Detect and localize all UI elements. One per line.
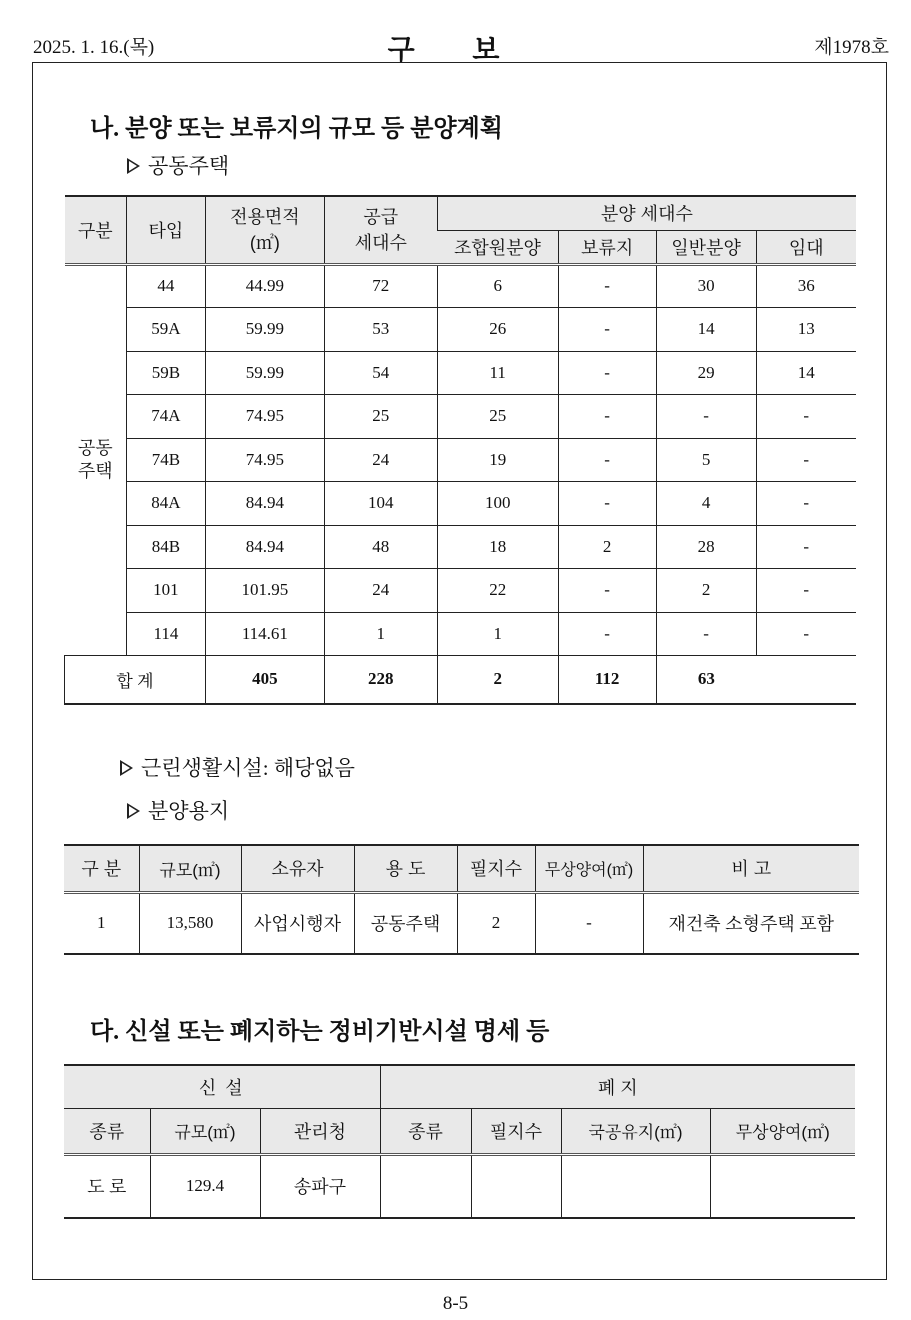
total-general: 112	[558, 656, 656, 704]
cell-general: 5	[656, 438, 756, 482]
col-header-supply-l2: 세대수	[354, 232, 407, 253]
cell-area: 84.94	[205, 482, 324, 526]
cell-reserve: -	[558, 438, 656, 482]
cell-supply: 25	[324, 395, 437, 439]
cell-supply: 53	[324, 308, 437, 352]
table-row	[65, 264, 857, 308]
triangle-bullet-icon	[127, 158, 140, 174]
cell-supply: 24	[324, 569, 437, 613]
section-na-title: 나. 분양 또는 보류지의 규모 등 분양계획	[90, 116, 503, 142]
table-row	[65, 395, 857, 439]
sub-heading-housing-label: 공동주택	[148, 154, 230, 178]
cell-rent: -	[756, 525, 856, 569]
group-label-l2: 주택	[77, 461, 113, 482]
cell-reserve: -	[558, 308, 656, 352]
land-col-owner: 소유자	[241, 845, 354, 892]
infra-col-scale: 규모(㎡)	[150, 1108, 260, 1154]
cell-supply: 54	[324, 351, 437, 395]
land-col-use: 용 도	[354, 845, 457, 892]
cell-supply: 48	[324, 525, 437, 569]
cell-rent: -	[756, 438, 856, 482]
cell-member: 25	[437, 395, 558, 439]
cell-member: 11	[437, 351, 558, 395]
cell-general: 29	[656, 351, 756, 395]
triangle-bullet-icon	[120, 760, 133, 776]
cell-rent: 36	[756, 264, 856, 308]
infra-header-new-label: 신 설	[198, 1077, 245, 1098]
cell-member: 19	[437, 438, 558, 482]
cell-type: 114	[126, 612, 205, 656]
land-col-scale: 규모(㎡)	[139, 845, 241, 892]
total-reserve: 2	[437, 656, 558, 704]
infra-cell-kind: 도 로	[87, 1177, 127, 1198]
housing-table	[64, 195, 856, 705]
sub-heading-facility-label: 근린생활시설: 해당없음	[141, 756, 355, 780]
infra-cell-state	[561, 1154, 710, 1218]
sub-heading-land	[127, 795, 229, 825]
cell-reserve: -	[558, 351, 656, 395]
table-row-total	[65, 656, 857, 704]
cell-area: 74.95	[205, 438, 324, 482]
total-rent: 63	[656, 656, 756, 704]
col-header-general: 일반분양	[656, 230, 756, 264]
cell-area: 59.99	[205, 351, 324, 395]
page-number: 8-5	[442, 1293, 469, 1314]
cell-supply: 104	[324, 482, 437, 526]
cell-rent: -	[756, 569, 856, 613]
land-cell-lots: 2	[457, 892, 535, 954]
infra-header-new	[64, 1065, 380, 1108]
cell-type: 84B	[126, 525, 205, 569]
infra-header-abolish	[380, 1065, 855, 1108]
land-cell-use: 공동주택	[354, 892, 457, 954]
cell-member: 6	[437, 264, 558, 308]
cell-area: 74.95	[205, 395, 324, 439]
cell-general: 28	[656, 525, 756, 569]
cell-reserve: -	[558, 612, 656, 656]
col-header-area-l1: 전용면적	[230, 206, 300, 227]
header-title: 구 보	[387, 33, 524, 66]
cell-reserve: 2	[558, 525, 656, 569]
table-row	[65, 612, 857, 656]
table-row	[64, 892, 859, 954]
cell-area: 59.99	[205, 308, 324, 352]
land-col-lots: 필지수	[457, 845, 535, 892]
table-row	[64, 1154, 855, 1218]
cell-member: 100	[437, 482, 558, 526]
col-header-gubun: 구분	[65, 196, 127, 264]
cell-supply: 1	[324, 612, 437, 656]
cell-general: 2	[656, 569, 756, 613]
land-cell-note: 재건축 소형주택 포함	[643, 892, 859, 954]
land-col-gubun: 구 분	[64, 845, 139, 892]
total-label: 합 계	[65, 656, 206, 704]
land-col-note: 비 고	[643, 845, 859, 892]
col-header-member: 조합원분양	[437, 230, 558, 264]
sub-heading-land-label: 분양용지	[148, 799, 230, 823]
infra-header-abolish-label: 폐 지	[597, 1077, 638, 1098]
cell-area: 114.61	[205, 612, 324, 656]
cell-area: 101.95	[205, 569, 324, 613]
cell-type: 84A	[126, 482, 205, 526]
cell-reserve: -	[558, 482, 656, 526]
col-header-area-l2: (㎡)	[249, 232, 280, 253]
total-member: 228	[324, 656, 437, 704]
cell-rent: -	[756, 482, 856, 526]
infra-col-lots: 필지수	[471, 1108, 561, 1154]
cell-general: 14	[656, 308, 756, 352]
table-row	[65, 308, 857, 352]
cell-general: 30	[656, 264, 756, 308]
cell-rent: -	[756, 612, 856, 656]
cell-type: 59B	[126, 351, 205, 395]
group-label	[65, 264, 127, 656]
cell-member: 26	[437, 308, 558, 352]
total-supply: 405	[205, 656, 324, 704]
cell-rent: -	[756, 395, 856, 439]
infra-col-admin: 관리청	[260, 1108, 380, 1154]
group-label-l1: 공동	[77, 438, 113, 459]
cell-general: 4	[656, 482, 756, 526]
cell-type: 44	[126, 264, 205, 308]
infra-col-kind: 종류	[64, 1108, 150, 1154]
infra-col-free: 무상양여(㎡)	[710, 1108, 855, 1154]
table-row	[65, 482, 857, 526]
cell-reserve: -	[558, 569, 656, 613]
cell-rent: 13	[756, 308, 856, 352]
cell-general: -	[656, 612, 756, 656]
triangle-bullet-icon	[127, 803, 140, 819]
sub-heading-housing	[127, 150, 229, 180]
cell-general: -	[656, 395, 756, 439]
section-da-title: 다. 신설 또는 폐지하는 정비기반시설 명세 등	[90, 1019, 550, 1045]
land-table	[64, 844, 859, 955]
cell-member: 22	[437, 569, 558, 613]
cell-member: 18	[437, 525, 558, 569]
infra-cell-free	[710, 1154, 855, 1218]
cell-reserve: -	[558, 395, 656, 439]
cell-type: 74A	[126, 395, 205, 439]
infra-col-state: 국공유지(㎡)	[561, 1108, 710, 1154]
cell-member: 1	[437, 612, 558, 656]
cell-supply: 72	[324, 264, 437, 308]
col-header-sale-units: 분양 세대수	[437, 196, 856, 230]
cell-rent: 14	[756, 351, 856, 395]
land-cell-gubun: 1	[97, 913, 106, 933]
table-row	[65, 438, 857, 482]
infra-col-kind2: 종류	[380, 1108, 471, 1154]
infra-cell-kind2	[380, 1154, 471, 1218]
col-header-supply-l1: 공급	[363, 206, 399, 227]
cell-supply: 24	[324, 438, 437, 482]
table-row	[65, 525, 857, 569]
table-row	[65, 351, 857, 395]
land-cell-free: -	[535, 892, 643, 954]
cell-type: 101	[126, 569, 205, 613]
col-header-rent: 임대	[756, 230, 856, 264]
cell-reserve: -	[558, 264, 656, 308]
col-header-reserve: 보류지	[558, 230, 656, 264]
cell-area: 84.94	[205, 525, 324, 569]
land-col-free: 무상양여(㎡)	[535, 845, 643, 892]
header-issue: 제1978호	[814, 37, 889, 58]
cell-area: 44.99	[205, 264, 324, 308]
col-header-supply	[324, 196, 437, 264]
sub-heading-facility	[120, 752, 355, 782]
cell-type: 59A	[126, 308, 205, 352]
cell-type: 74B	[126, 438, 205, 482]
infra-cell-scale: 129.4	[150, 1154, 260, 1218]
header-date: 2025. 1. 16.(목)	[33, 37, 155, 58]
table-row	[65, 569, 857, 613]
infra-cell-lots	[471, 1154, 561, 1218]
col-header-type: 타입	[126, 196, 205, 264]
col-header-area	[205, 196, 324, 264]
infra-cell-admin: 송파구	[260, 1154, 380, 1218]
land-cell-scale: 13,580	[139, 892, 241, 954]
land-cell-owner: 사업시행자	[241, 892, 354, 954]
infra-table	[64, 1064, 855, 1219]
